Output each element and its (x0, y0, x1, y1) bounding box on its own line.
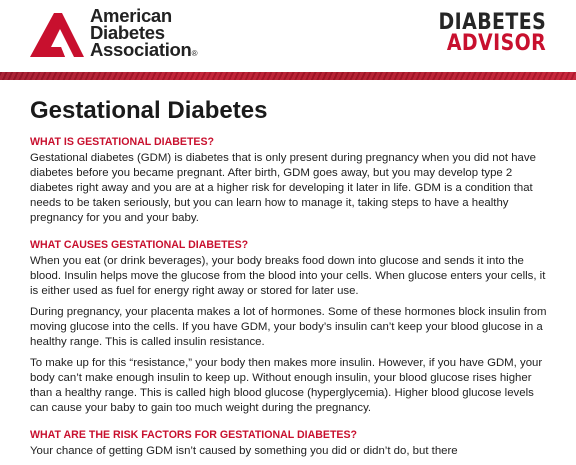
paragraph: When you eat (or drink beverages), your body breaks food down into glucose and sends it into the blood. Insulin helps move the glucose from the blood into your cells. When glucose enters your cells, it is either used as fuel for energy right away or stored for later use. (30, 255, 546, 297)
ada-wordmark (90, 5, 198, 60)
page-title: Gestational Diabetes (30, 97, 268, 124)
paragraph: During pregnancy, your placenta makes a lot of hormones. Some of these hormones block insulin from moving glucose into the cells. If you have GDM, your body’s insulin can’t keep your blood glucose in a healthy range. This is called insulin resistance. (30, 306, 547, 348)
paragraph: To make up for this “resistance,” your body then makes more insulin. However, if you have GDM, your body can’t make enough insulin to keep up. Without enough insulin, your blood glucose rises higher than a healthy range. This is called high blood glucose (hyperglycemia). Higher blood glucose levels can cause your baby to gain too much weight during the pregnancy. (30, 357, 543, 414)
publication-name-line2: ADVISOR (446, 31, 546, 56)
article-body (30, 80, 550, 465)
org-name-line3: Association (90, 39, 192, 60)
section-heading: WHAT IS GESTATIONAL DIABETES? (30, 136, 215, 148)
section-heading: WHAT CAUSES GESTATIONAL DIABETES? (30, 239, 249, 251)
paragraph: Gestational diabetes (GDM) is diabetes that is only present during pregnancy when you did not have diabetes before you became pregnant. After birth, GDM goes away, but you may develop type 2 diabetes right away and you are at a higher risk for developing it later in life. GDM is a condition that needs to be taken seriously, but you can learn how to manage it, taking steps to have a healthy pregnancy for you and your baby. (30, 152, 536, 224)
paragraph: Your chance of getting GDM isn’t caused by something you did or didn’t do, but there (30, 445, 458, 457)
publication-name-line1: DIABETES (438, 10, 546, 35)
org-name-line1: American (90, 5, 172, 26)
decorative-banner (0, 72, 576, 80)
section-heading: WHAT ARE THE RISK FACTORS FOR GESTATIONAL DIABETES? (30, 429, 358, 441)
registered-mark: ® (191, 49, 198, 58)
org-name-line2: Diabetes (90, 22, 165, 43)
ada-logo-icon (30, 11, 84, 59)
diabetes-advisor-logo (421, 12, 546, 54)
page-header (0, 0, 576, 72)
